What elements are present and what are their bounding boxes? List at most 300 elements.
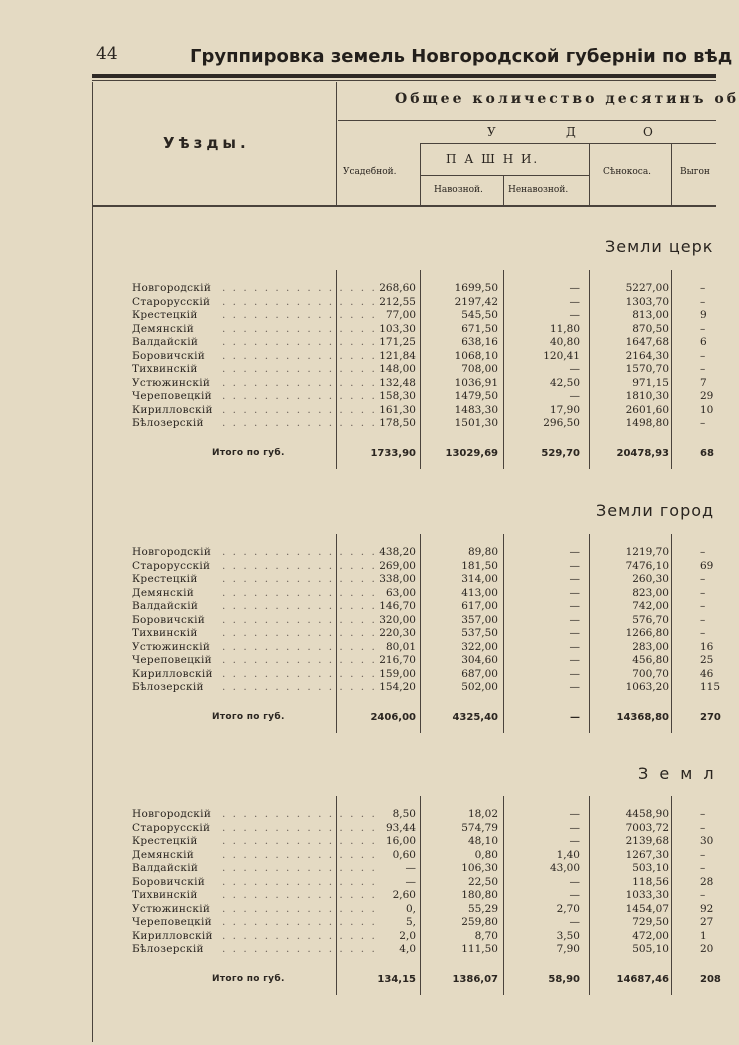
table-row [0, 377, 716, 390]
cell-nenavoznoy: 1,40 [556, 848, 580, 861]
header-rule-3 [420, 175, 590, 176]
cell-navoznoy: 1483,30 [454, 403, 498, 416]
cell-vygon: – [700, 889, 706, 901]
table-row [0, 309, 716, 322]
uezd-name: Демянскій [132, 848, 195, 861]
total-navoznoy: 4325,40 [452, 711, 498, 723]
leader-dots: . . . . . . . . . . . . . . . [222, 835, 377, 847]
header-vygon: Выгон [680, 167, 710, 177]
total-senokos: 14687,46 [616, 973, 669, 985]
cell-navoznoy: 1699,50 [454, 282, 498, 294]
uezd-name: Крестецкій [132, 309, 198, 321]
table-row [0, 363, 716, 376]
cell-vygon: – [700, 586, 706, 599]
total-senokos: 20478,93 [616, 447, 669, 459]
cell-vygon: – [700, 627, 706, 639]
leader-dots: . . . . . . . . . . . . . . . [222, 929, 377, 942]
cell-nenavoznoy: — [569, 875, 580, 888]
cell-usadebnoy: — [405, 862, 416, 874]
cell-navoznoy: 18,02 [467, 808, 498, 820]
leader-dots: . . . . . . . . . . . . . . . [222, 376, 377, 389]
cell-senokos: 729,50 [632, 916, 669, 928]
header-o: О [643, 125, 653, 139]
cell-senokos: 1219,70 [625, 546, 669, 558]
table-row [0, 849, 716, 862]
uezd-name: Устюжинскій [132, 902, 211, 915]
cell-vygon: 28 [700, 875, 714, 888]
leader-dots: . . . . . . . . . . . . . . . [222, 586, 377, 599]
cell-vygon: – [700, 546, 706, 558]
uezd-name: Череповецкій [132, 654, 212, 666]
cell-usadebnoy: 103,30 [379, 322, 416, 335]
table-row [0, 876, 716, 889]
cell-senokos: 2139,68 [625, 835, 669, 847]
table-row [0, 808, 716, 821]
uezd-name: Валдайскій [132, 600, 199, 612]
cell-vygon: 69 [700, 559, 714, 572]
cell-nenavoznoy: — [569, 546, 580, 558]
cell-usadebnoy: 320,00 [379, 613, 416, 626]
cell-vygon: – [700, 808, 706, 820]
cell-nenavoznoy: — [569, 654, 580, 666]
leader-dots: . . . . . . . . . . . . . . . [222, 600, 377, 612]
table-row [0, 862, 716, 875]
cell-vygon: – [700, 613, 706, 626]
cell-navoznoy: 671,50 [461, 322, 498, 335]
cell-usadebnoy: 16,00 [385, 835, 416, 847]
cell-nenavoznoy: 42,50 [549, 376, 580, 389]
cell-vygon: 46 [700, 667, 714, 680]
uezd-name: Крестецкій [132, 835, 198, 847]
cell-senokos: 1570,70 [625, 363, 669, 375]
total-label: Итого по губ. [212, 711, 285, 722]
cell-usadebnoy: 5, [405, 916, 416, 928]
cell-nenavoznoy: — [569, 681, 580, 693]
header-vline-1 [336, 82, 337, 206]
cell-usadebnoy: 2,60 [392, 889, 416, 901]
total-label: Итого по губ. [212, 447, 285, 458]
cell-senokos: 576,70 [632, 613, 669, 626]
cell-nenavoznoy: — [569, 808, 580, 820]
section-title-lands: З е м л [638, 764, 717, 783]
cell-navoznoy: 708,00 [461, 363, 498, 375]
cell-nenavoznoy: 120,41 [543, 349, 580, 362]
cell-nenavoznoy: 296,50 [543, 417, 580, 429]
table-row [0, 323, 716, 336]
leader-dots: . . . . . . . . . . . . . . . [222, 573, 377, 585]
cell-vygon: 10 [700, 403, 714, 416]
total-usadebnoy: 134,15 [377, 973, 416, 985]
cell-senokos: 1498,80 [625, 417, 669, 429]
cell-nenavoznoy: 40,80 [549, 336, 580, 348]
cell-nenavoznoy: — [569, 559, 580, 572]
cell-vygon: – [700, 282, 706, 294]
leader-dots: . . . . . . . . . . . . . . . [222, 403, 377, 416]
uezd-name: Бѣлозерскій [132, 417, 204, 429]
leader-dots: . . . . . . . . . . . . . . . [222, 902, 377, 915]
uezd-name: Устюжинскій [132, 640, 211, 653]
table-row [0, 546, 716, 559]
cell-navoznoy: 357,00 [461, 613, 498, 626]
uezd-name: Новгородскій [132, 808, 212, 820]
uezd-name: Валдайскій [132, 862, 199, 874]
top-rule [92, 74, 716, 78]
total-row [0, 447, 716, 460]
cell-navoznoy: 574,79 [461, 821, 498, 834]
cell-usadebnoy: 132,48 [379, 376, 416, 389]
cell-nenavoznoy: — [569, 309, 580, 321]
cell-usadebnoy: 268,60 [379, 282, 416, 294]
header-rule-1 [338, 120, 716, 121]
leader-dots: . . . . . . . . . . . . . . . [222, 875, 377, 888]
cell-usadebnoy: 146,70 [379, 600, 416, 612]
leader-dots: . . . . . . . . . . . . . . . [222, 390, 377, 402]
uezd-name: Череповецкій [132, 390, 212, 402]
header-vline-2 [420, 143, 421, 206]
cell-senokos: 823,00 [632, 586, 669, 599]
cell-nenavoznoy: — [569, 295, 580, 308]
leader-dots: . . . . . . . . . . . . . . . [222, 654, 377, 666]
cell-nenavoznoy: — [569, 363, 580, 375]
cell-nenavoznoy: — [569, 586, 580, 599]
table-row [0, 560, 716, 573]
cell-nenavoznoy: 2,70 [556, 902, 580, 915]
leader-dots: . . . . . . . . . . . . . . . [222, 848, 377, 861]
cell-senokos: 118,56 [632, 875, 669, 888]
header-u: У [487, 125, 496, 139]
cell-usadebnoy: 161,30 [379, 403, 416, 416]
uezd-name: Боровичскій [132, 613, 206, 626]
cell-navoznoy: 181,50 [461, 559, 498, 572]
cell-nenavoznoy: — [569, 573, 580, 585]
cell-usadebnoy: 269,00 [379, 559, 416, 572]
section-lands [0, 808, 721, 988]
total-nenavoznoy: — [570, 711, 580, 723]
uezd-name: Новгородскій [132, 546, 212, 558]
cell-senokos: 1454,07 [625, 902, 669, 915]
cell-navoznoy: 111,50 [461, 943, 498, 955]
cell-usadebnoy: 216,70 [379, 654, 416, 666]
cell-vygon: 27 [700, 916, 714, 928]
cell-navoznoy: 1036,91 [454, 376, 498, 389]
cell-vygon: – [700, 600, 706, 612]
cell-vygon: – [700, 322, 706, 335]
cell-vygon: 20 [700, 943, 714, 955]
cell-vygon: – [700, 862, 706, 874]
table-row [0, 681, 721, 694]
uezd-name: Бѣлозерскій [132, 681, 204, 693]
total-row [0, 973, 721, 986]
cell-vygon: 25 [700, 654, 714, 666]
section-title-city: Земли город [596, 501, 715, 520]
leader-dots: . . . . . . . . . . . . . . . [222, 681, 377, 693]
cell-senokos: 1303,70 [625, 295, 669, 308]
cell-vygon: – [700, 417, 706, 429]
cell-vygon: 1 [700, 929, 707, 942]
table-row [0, 404, 716, 417]
cell-usadebnoy: 80,01 [385, 640, 416, 653]
leader-dots: . . . . . . . . . . . . . . . [222, 417, 377, 429]
cell-navoznoy: 413,00 [461, 586, 498, 599]
table-row [0, 282, 716, 295]
total-label: Итого по губ. [212, 973, 285, 984]
table-row [0, 641, 716, 654]
cell-vygon: 6 [700, 336, 707, 348]
cell-senokos: 456,80 [632, 654, 669, 666]
leader-dots: . . . . . . . . . . . . . . . [222, 309, 377, 321]
cell-navoznoy: 304,60 [461, 654, 498, 666]
cell-vygon: – [700, 573, 706, 585]
cell-navoznoy: 545,50 [461, 309, 498, 321]
cell-senokos: 700,70 [632, 667, 669, 680]
cell-nenavoznoy: — [569, 835, 580, 847]
cell-usadebnoy: 2,0 [399, 929, 416, 942]
header-total-area: Общее количество десятинъ об [395, 91, 739, 107]
table-row [0, 627, 716, 640]
cell-usadebnoy: 4,0 [399, 943, 416, 955]
header-pashni: П А Ш Н И. [446, 152, 540, 166]
uezd-name: Тихвинскій [132, 889, 198, 901]
table-row [0, 573, 716, 586]
table-row [0, 614, 716, 627]
leader-dots: . . . . . . . . . . . . . . . [222, 349, 377, 362]
cell-nenavoznoy: 7,90 [556, 943, 580, 955]
uezd-name: Устюжинскій [132, 376, 211, 389]
cell-usadebnoy: 178,50 [379, 417, 416, 429]
cell-usadebnoy: 93,44 [385, 821, 416, 834]
table-row [0, 296, 716, 309]
leader-dots: . . . . . . . . . . . . . . . [222, 363, 377, 375]
cell-senokos: 503,10 [632, 862, 669, 874]
top-thin-rule [92, 80, 716, 81]
leader-dots: . . . . . . . . . . . . . . . [222, 862, 377, 874]
uezd-name: Демянскій [132, 322, 195, 335]
cell-nenavoznoy: — [569, 390, 580, 402]
cell-navoznoy: 1479,50 [454, 390, 498, 402]
cell-navoznoy: 1501,30 [454, 417, 498, 429]
cell-usadebnoy: 154,20 [379, 681, 416, 693]
leader-dots: . . . . . . . . . . . . . . . [222, 889, 377, 901]
leader-dots: . . . . . . . . . . . . . . . [222, 282, 377, 294]
leader-dots: . . . . . . . . . . . . . . . [222, 916, 377, 928]
total-nenavoznoy: 58,90 [548, 973, 580, 985]
cell-navoznoy: 617,00 [461, 600, 498, 612]
cell-senokos: 2601,60 [625, 403, 669, 416]
cell-vygon: – [700, 821, 706, 834]
cell-navoznoy: 259,80 [461, 916, 498, 928]
uezd-name: Кирилловскій [132, 667, 213, 680]
cell-nenavoznoy: 3,50 [556, 929, 580, 942]
leader-dots: . . . . . . . . . . . . . . . [222, 808, 377, 820]
leader-dots: . . . . . . . . . . . . . . . [222, 322, 377, 335]
uezd-name: Валдайскій [132, 336, 199, 348]
cell-navoznoy: 1068,10 [454, 349, 498, 362]
cell-nenavoznoy: — [569, 916, 580, 928]
cell-navoznoy: 638,16 [461, 336, 498, 348]
uezd-name: Кирилловскій [132, 929, 213, 942]
cell-navoznoy: 502,00 [461, 681, 498, 693]
uezd-name: Боровичскій [132, 349, 206, 362]
leader-dots: . . . . . . . . . . . . . . . [222, 295, 377, 308]
uezd-name: Демянскій [132, 586, 195, 599]
total-usadebnoy: 2406,00 [370, 711, 416, 723]
cell-senokos: 7003,72 [625, 821, 669, 834]
cell-vygon: – [700, 349, 706, 362]
header-vline-5 [671, 143, 672, 206]
uezd-name: Старорусскій [132, 295, 211, 308]
section-church [0, 282, 716, 462]
cell-vygon: 92 [700, 902, 714, 915]
table-row [0, 930, 716, 943]
cell-vygon: – [700, 295, 706, 308]
leader-dots: . . . . . . . . . . . . . . . [222, 613, 377, 626]
cell-vygon: – [700, 848, 706, 861]
total-senokos: 14368,80 [616, 711, 669, 723]
table-row [0, 943, 716, 956]
cell-senokos: 4458,90 [625, 808, 669, 820]
cell-senokos: 1810,30 [625, 390, 669, 402]
cell-vygon: 30 [700, 835, 714, 847]
cell-vygon: – [700, 363, 706, 375]
uezd-name: Череповецкій [132, 916, 212, 928]
cell-senokos: 1647,68 [625, 336, 669, 348]
cell-nenavoznoy: — [569, 627, 580, 639]
cell-nenavoznoy: 11,80 [549, 322, 580, 335]
leader-dots: . . . . . . . . . . . . . . . [222, 336, 377, 348]
cell-nenavoznoy: — [569, 600, 580, 612]
cell-nenavoznoy: 17,90 [549, 403, 580, 416]
leader-dots: . . . . . . . . . . . . . . . [222, 559, 377, 572]
cell-navoznoy: 322,00 [461, 640, 498, 653]
page-number: 44 [96, 44, 118, 64]
cell-senokos: 505,10 [632, 943, 669, 955]
header-uezdy: Уѣзды. [163, 134, 250, 152]
cell-navoznoy: 537,50 [461, 627, 498, 639]
cell-senokos: 2164,30 [625, 349, 669, 362]
cell-usadebnoy: 121,84 [379, 349, 416, 362]
header-nenavoznoy: Ненавозной. [508, 185, 569, 195]
cell-senokos: 260,30 [632, 573, 669, 585]
total-vygon: 68 [700, 447, 714, 459]
cell-navoznoy: 106,30 [461, 862, 498, 874]
leader-dots: . . . . . . . . . . . . . . . [222, 667, 377, 680]
cell-nenavoznoy: — [569, 889, 580, 901]
cell-usadebnoy: 212,55 [379, 295, 416, 308]
header-navoznoy: Навозной. [434, 185, 483, 195]
cell-navoznoy: 22,50 [467, 875, 498, 888]
cell-senokos: 5227,00 [625, 282, 669, 294]
uezd-name: Тихвинскій [132, 627, 198, 639]
cell-senokos: 1266,80 [625, 627, 669, 639]
uezd-name: Кирилловскій [132, 403, 213, 416]
leader-dots: . . . . . . . . . . . . . . . [222, 821, 377, 834]
cell-nenavoznoy: — [569, 821, 580, 834]
cell-vygon: 115 [700, 681, 721, 693]
cell-usadebnoy: 8,50 [392, 808, 416, 820]
section-title-church: Земли церк [605, 237, 714, 256]
cell-vygon: 16 [700, 640, 714, 653]
total-nenavoznoy: 529,70 [541, 447, 580, 459]
cell-navoznoy: 8,70 [474, 929, 498, 942]
leader-dots: . . . . . . . . . . . . . . . [222, 546, 377, 558]
section-city [0, 546, 721, 726]
header-d: Д [566, 125, 576, 139]
cell-usadebnoy: 220,30 [379, 627, 416, 639]
table-row [0, 889, 716, 902]
uezd-name: Бѣлозерскій [132, 943, 204, 955]
total-navoznoy: 13029,69 [445, 447, 498, 459]
cell-usadebnoy: 148,00 [379, 363, 416, 375]
table-row [0, 668, 716, 681]
uezd-name: Тихвинскій [132, 363, 198, 375]
cell-usadebnoy: 438,20 [379, 546, 416, 558]
cell-navoznoy: 687,00 [461, 667, 498, 680]
table-row [0, 903, 716, 916]
table-row [0, 835, 716, 848]
cell-usadebnoy: 63,00 [385, 586, 416, 599]
table-row [0, 390, 716, 403]
cell-senokos: 813,00 [632, 309, 669, 321]
total-vygon: 208 [700, 973, 721, 985]
cell-usadebnoy: 0,60 [392, 848, 416, 861]
cell-navoznoy: 180,80 [461, 889, 498, 901]
cell-senokos: 1267,30 [625, 848, 669, 861]
cell-nenavoznoy: 43,00 [549, 862, 580, 874]
cell-senokos: 283,00 [632, 640, 669, 653]
table-row [0, 336, 716, 349]
cell-senokos: 870,50 [632, 322, 669, 335]
cell-navoznoy: 89,80 [467, 546, 498, 558]
cell-usadebnoy: 338,00 [379, 573, 416, 585]
cell-vygon: 9 [700, 309, 707, 321]
cell-navoznoy: 55,29 [467, 902, 498, 915]
cell-senokos: 1063,20 [625, 681, 669, 693]
cell-nenavoznoy: — [569, 282, 580, 294]
cell-usadebnoy: 158,30 [379, 390, 416, 402]
table-row [0, 654, 716, 667]
table-row [0, 600, 716, 613]
total-usadebnoy: 1733,90 [370, 447, 416, 459]
cell-usadebnoy: 0, [405, 902, 416, 915]
header-usadebnoy: Усадебной. [343, 167, 397, 177]
cell-senokos: 7476,10 [625, 559, 669, 572]
cell-nenavoznoy: — [569, 640, 580, 653]
leader-dots: . . . . . . . . . . . . . . . [222, 627, 377, 639]
cell-navoznoy: 0,80 [474, 848, 498, 861]
cell-usadebnoy: 171,25 [379, 336, 416, 348]
header-vline-4 [589, 143, 590, 206]
leader-dots: . . . . . . . . . . . . . . . [222, 943, 377, 955]
total-row [0, 711, 721, 724]
leader-dots: . . . . . . . . . . . . . . . [222, 640, 377, 653]
header-bottom-rule [92, 205, 716, 207]
table-row [0, 350, 716, 363]
cell-nenavoznoy: — [569, 667, 580, 680]
cell-senokos: 472,00 [632, 929, 669, 942]
cell-navoznoy: 2197,42 [454, 295, 498, 308]
header-vline-3 [503, 175, 504, 206]
uezd-name: Новгородскій [132, 282, 212, 294]
uezd-name: Крестецкій [132, 573, 198, 585]
cell-navoznoy: 48,10 [467, 835, 498, 847]
cell-senokos: 971,15 [632, 376, 669, 389]
page-title: Группировка земель Новгородской губерніи по вѣд [190, 46, 733, 67]
cell-usadebnoy: 77,00 [385, 309, 416, 321]
header-senokos: Сѣнокоса. [603, 167, 652, 177]
cell-usadebnoy: 159,00 [379, 667, 416, 680]
uezd-name: Боровичскій [132, 875, 206, 888]
cell-vygon: 29 [700, 390, 714, 402]
